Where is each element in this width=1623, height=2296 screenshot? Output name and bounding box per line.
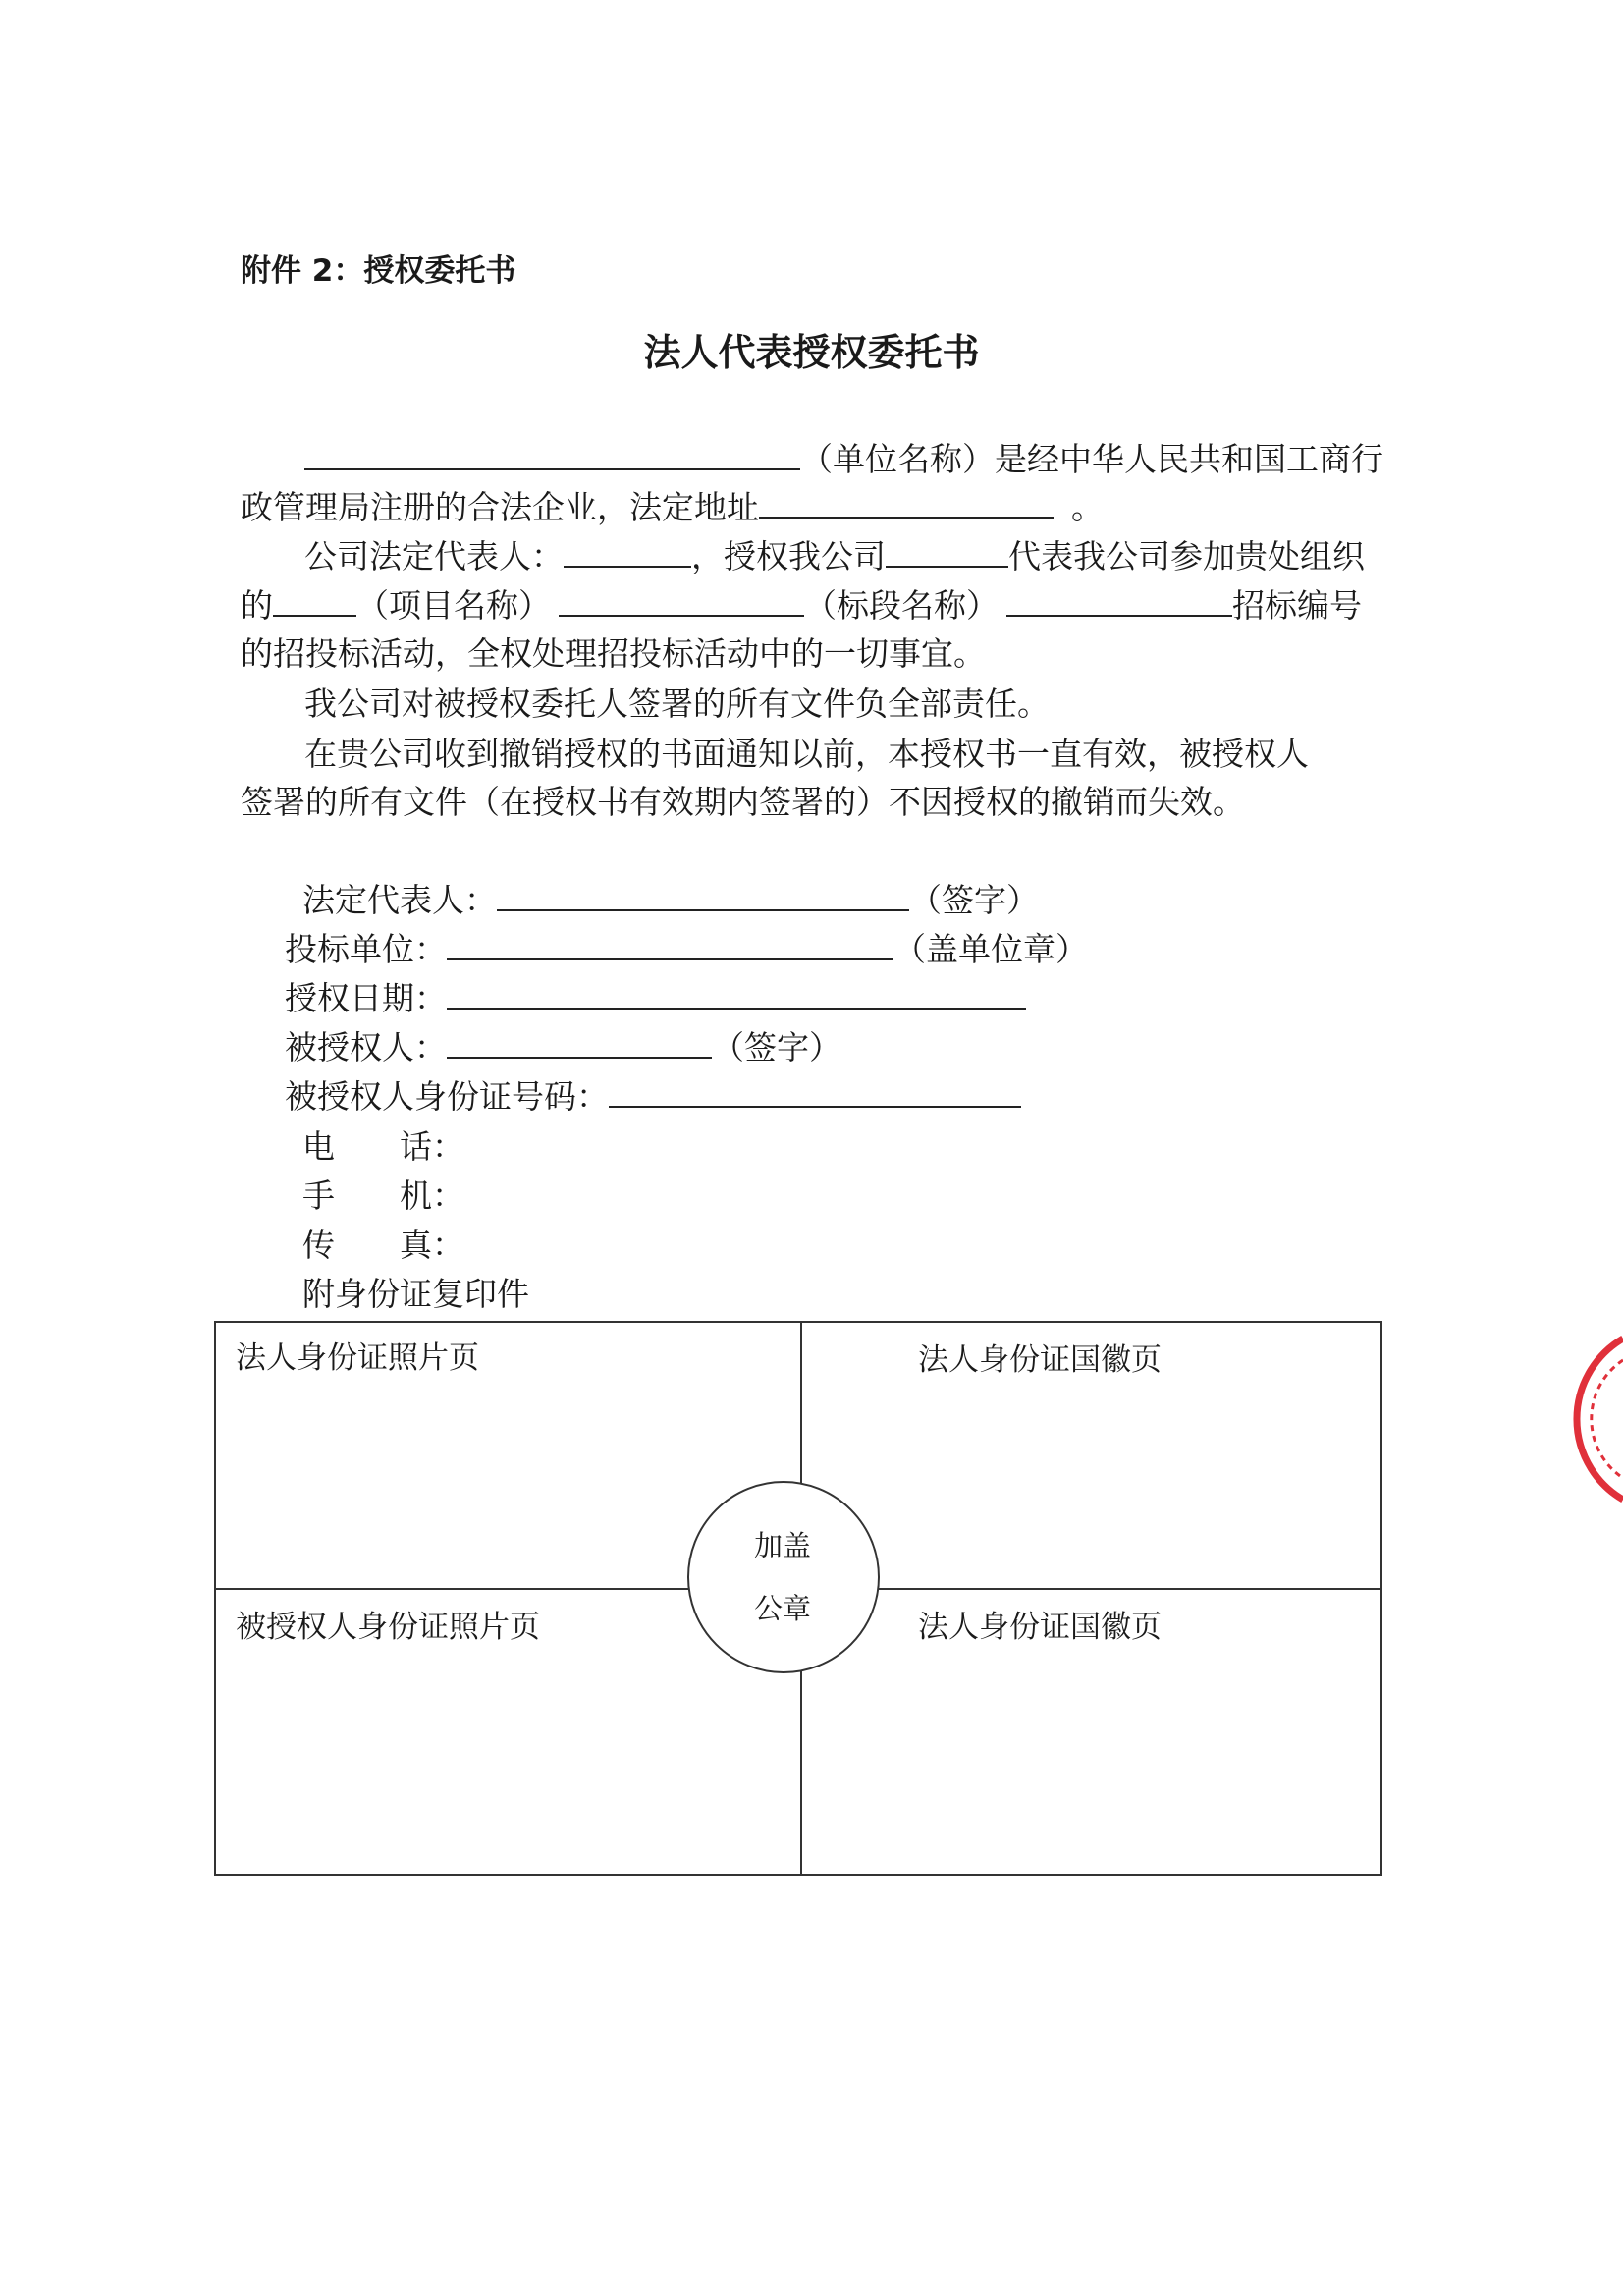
section-name-hint: （标段名称）	[804, 586, 999, 625]
cell-authorized-id-photo: 被授权人身份证照片页	[236, 1610, 540, 1645]
registration-text: 政管理局注册的合法企业，法定地址	[241, 488, 759, 526]
bid-number-hint: 招标编号	[1232, 586, 1362, 625]
legal-address-blank[interactable]	[759, 489, 1054, 519]
unit-name-blank[interactable]	[304, 441, 800, 470]
phone-label: 电 话：	[302, 1127, 464, 1166]
paragraph-2-line-1	[304, 537, 1365, 576]
fax-label: 传 真：	[302, 1226, 464, 1264]
legal-rep-signature-blank[interactable]	[497, 882, 909, 911]
legal-rep-label: 法定代表人：	[302, 881, 497, 919]
cell-legal-id-photo: 法人身份证照片页	[236, 1340, 479, 1376]
seal-text-line-2: 公章	[754, 1592, 812, 1625]
bidder-label: 投标单位：	[285, 930, 447, 968]
auth-date-label: 授权日期：	[285, 979, 447, 1017]
paragraph-4-line-1: 在贵公司收到撤销授权的书面通知以前，本授权书一直有效，被授权人	[304, 735, 1309, 773]
id-number-blank[interactable]	[609, 1078, 1021, 1108]
cell-legal-id-emblem-2: 法人身份证国徽页	[918, 1610, 1162, 1645]
cell-legal-id-emblem: 法人身份证国徽页	[918, 1342, 1162, 1378]
paragraph-2-line-3: 的招投标活动，全权处理招投标活动中的一切事宜。	[241, 634, 986, 673]
paragraph-3: 我公司对被授权委托人签署的所有文件负全部责任。	[304, 684, 1050, 723]
mobile-label: 手 机：	[302, 1176, 464, 1215]
unit-name-hint: （单位名称）是经中华人民共和国工商行	[800, 440, 1383, 478]
paragraph-4-line-2: 签署的所有文件（在授权书有效期内签署的）不因授权的撤销而失效。	[241, 783, 1245, 821]
company-seal-circle	[687, 1481, 880, 1673]
legal-rep-blank[interactable]	[564, 538, 691, 568]
legal-rep-text: 公司法定代表人：	[304, 537, 564, 575]
legal-rep-sign-hint: （签字）	[909, 881, 1039, 919]
section-name-blank[interactable]	[559, 587, 804, 617]
represent-text: 代表我公司参加贵处组织	[1008, 537, 1365, 575]
auth-date-row	[285, 979, 1026, 1018]
paragraph-1-line-1	[304, 440, 1383, 479]
authorized-person-sign-hint: （签字）	[712, 1028, 841, 1066]
bidder-blank[interactable]	[447, 931, 893, 960]
id-copy-label: 附身份证复印件	[302, 1275, 529, 1313]
id-number-label: 被授权人身份证号码：	[285, 1077, 609, 1116]
sentence-end: 。	[1071, 488, 1104, 526]
auth-date-blank[interactable]	[447, 980, 1026, 1010]
authorized-person-blank[interactable]	[447, 1029, 712, 1059]
authorized-person-label: 被授权人：	[285, 1028, 447, 1066]
project-name-blank[interactable]	[273, 587, 356, 617]
seal-text-line-1: 加盖	[754, 1529, 812, 1562]
authorize-text: ，授权我公司	[691, 537, 886, 575]
legal-rep-signature-row	[302, 881, 1039, 920]
of-text: 的	[241, 586, 273, 625]
project-name-hint: （项目名称）	[356, 586, 551, 625]
bidder-seal-hint: （盖单位章）	[893, 930, 1088, 968]
bid-number-blank[interactable]	[1006, 587, 1232, 617]
authorized-person-row	[285, 1028, 841, 1067]
id-number-row	[285, 1077, 1021, 1117]
red-stamp-fragment	[1564, 1331, 1623, 1507]
attachment-label: 附件 2：授权委托书	[241, 253, 516, 289]
bidder-row	[285, 930, 1088, 969]
authorized-agent-blank[interactable]	[886, 538, 1008, 568]
paragraph-1-line-2	[241, 488, 1104, 527]
document-title: 法人代表授权委托书	[643, 331, 980, 374]
paragraph-2-line-2	[241, 586, 1362, 626]
